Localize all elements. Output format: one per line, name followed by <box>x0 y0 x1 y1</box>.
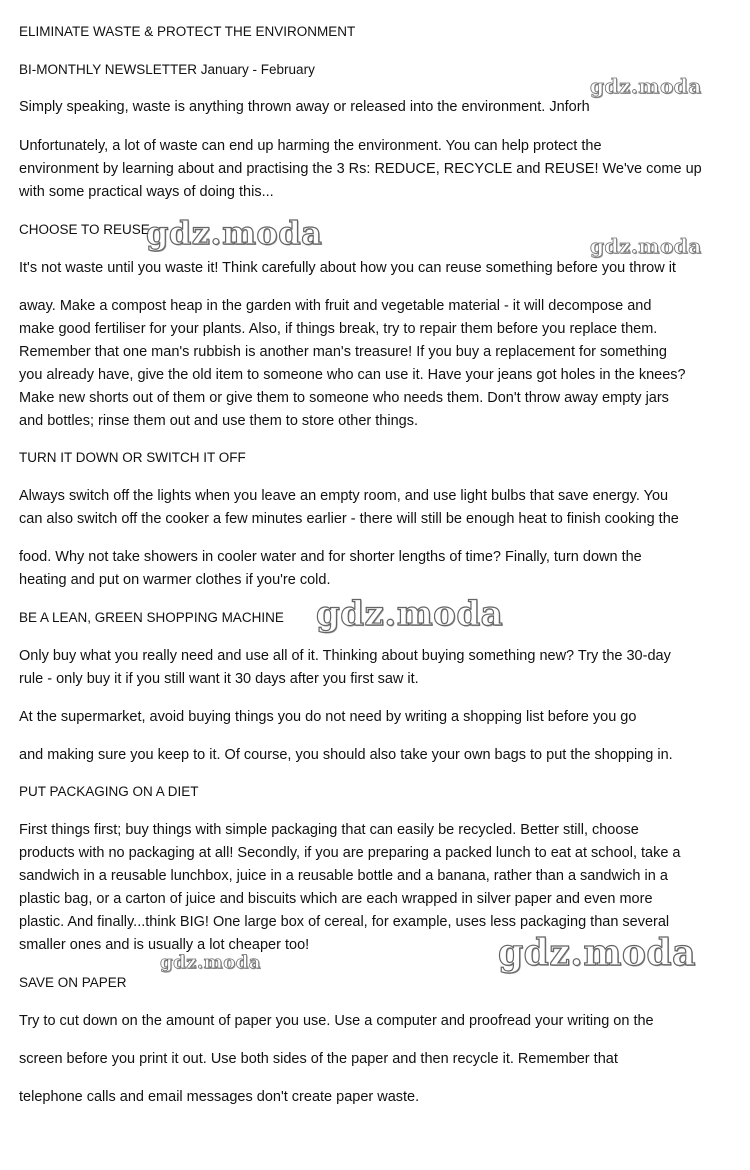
watermark-logo: gdz.moda <box>160 952 261 973</box>
intro-paragraph-line: environment by learning about and practising the 3 Rs: REDUCE, RECYCLE and REUSE! We've come up <box>19 161 702 177</box>
reuse-text-line: away. Make a compost heap in the garden with fruit and vegetable material - it will decompose and <box>19 298 652 314</box>
reuse-text-line: make good fertiliser for your plants. Also, if things break, try to repair them before you replace them. <box>19 321 658 337</box>
section-heading-shopping: BE A LEAN, GREEN SHOPPING MACHINE <box>19 610 284 625</box>
switch-off-text-line: can also switch off the cooker a few minutes earlier - there will still be enough heat to finish cooking the <box>19 511 679 527</box>
shopping-text-line: At the supermarket, avoid buying things you do not need by writing a shopping list before you go <box>19 709 637 725</box>
paper-text-line: Try to cut down on the amount of paper you use. Use a computer and proofread your writing on the <box>19 1013 654 1029</box>
reuse-text-line: It's not waste until you waste it! Think carefully about how you can reuse something before you throw it <box>19 260 676 276</box>
section-heading-switch-off: TURN IT DOWN OR SWITCH IT OFF <box>19 450 246 465</box>
shopping-text-line: rule - only buy it if you still want it 30 days after you first saw it. <box>19 671 419 687</box>
watermark-logo: gdz.moda <box>590 234 702 258</box>
watermark-logo: gdz.moda <box>590 74 702 98</box>
packaging-text-line: products with no packaging at all! Secondly, if you are preparing a packed lunch to eat at school, take a <box>19 845 681 861</box>
reuse-text-line: and bottles; rinse them out and use them to store other things. <box>19 413 418 429</box>
packaging-text-line: sandwich in a reusable lunchbox, juice in a reusable bottle and a banana, rather than a sandwich in a <box>19 868 668 884</box>
packaging-text-line: First things first; buy things with simple packaging that can easily be recycled. Better still, choose <box>19 822 639 838</box>
reuse-text-line: you already have, give the old item to someone who can use it. Have your jeans got holes in the knees? <box>19 367 686 383</box>
packaging-text-line: plastic bag, or a carton of juice and biscuits which are each wrapped in silver paper and even more <box>19 891 653 907</box>
reuse-text-line: Remember that one man's rubbish is another man's treasure! If you buy a replacement for something <box>19 344 667 360</box>
newsletter-subtitle: BI-MONTHLY NEWSLETTER January - February <box>19 62 315 77</box>
packaging-text-line: smaller ones and is usually a lot cheaper too! <box>19 937 310 953</box>
watermark-logo: gdz.moda <box>316 594 504 634</box>
switch-off-text-line: heating and put on warmer clothes if you're cold. <box>19 572 331 588</box>
paper-text-line: telephone calls and email messages don't create paper waste. <box>19 1089 420 1105</box>
switch-off-text-line: Always switch off the lights when you leave an empty room, and use light bulbs that save energy. You <box>19 488 669 504</box>
section-heading-paper: SAVE ON PAPER <box>19 975 127 990</box>
newsletter-title: ELIMINATE WASTE & PROTECT THE ENVIRONMENT <box>19 24 356 39</box>
watermark-logo: gdz.moda <box>146 214 323 252</box>
intro-paragraph-line: Unfortunately, a lot of waste can end up harming the environment. You can help protect the <box>19 138 602 154</box>
paper-text-line: screen before you print it out. Use both sides of the paper and then recycle it. Remember that <box>19 1051 618 1067</box>
reuse-text-line: Make new shorts out of them or give them to someone who needs them. Don't throw away empty jars <box>19 390 669 406</box>
section-heading-reuse: CHOOSE TO REUSE <box>19 222 150 237</box>
packaging-text-line: plastic. And finally...think BIG! One large box of cereal, for example, uses less packaging than several <box>19 914 670 930</box>
intro-paragraph-line: with some practical ways of doing this... <box>19 184 274 200</box>
shopping-text-line: Only buy what you really need and use all of it. Thinking about buying something new? Try the 30-day <box>19 648 671 664</box>
intro-paragraph-line: Simply speaking, waste is anything thrown away or released into the environment. Jnforh <box>19 99 590 115</box>
section-heading-packaging: PUT PACKAGING ON A DIET <box>19 784 199 799</box>
switch-off-text-line: food. Why not take showers in cooler water and for shorter lengths of time? Finally, turn down the <box>19 549 642 565</box>
watermark-logo: gdz.moda <box>498 932 696 974</box>
shopping-text-line: and making sure you keep to it. Of course, you should also take your own bags to put the shopping in. <box>19 747 673 763</box>
